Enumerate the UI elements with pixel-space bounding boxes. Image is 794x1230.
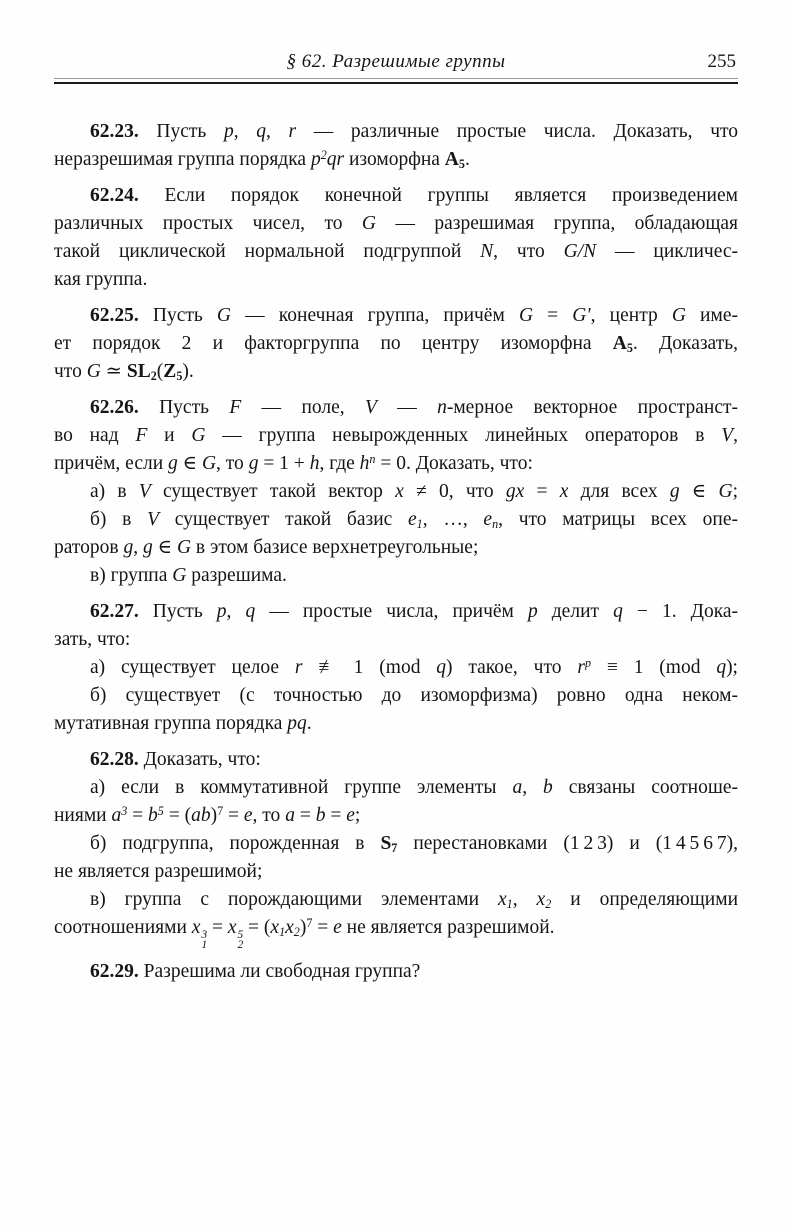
math-span: $p^2$ <box>310 147 327 170</box>
paragraph <box>54 506 738 562</box>
bold-span: $SL_2$ <box>126 361 157 383</box>
paragraph <box>54 654 738 682</box>
text-span: Если порядок конечной группы является произведением <box>138 185 738 206</box>
math-span: G <box>86 361 101 382</box>
text-span: — <box>376 397 438 418</box>
text-span: , …, <box>422 509 484 530</box>
text-line <box>54 830 738 858</box>
math-span: G <box>191 425 206 446</box>
text-line <box>54 146 738 174</box>
math-span: G <box>172 565 187 586</box>
bold-span: $A_5$ <box>444 149 465 171</box>
text-span: = 1 + <box>258 453 310 474</box>
math-span: g <box>669 481 680 502</box>
math-span: q <box>716 657 727 678</box>
text-line <box>54 182 738 210</box>
text-span: , центр <box>590 305 672 326</box>
problem-62-23 <box>54 118 738 174</box>
text-span: — различные простые числа. Доказать, что <box>296 121 739 142</box>
math-span: V <box>721 425 734 446</box>
math-span: p <box>216 601 227 622</box>
header-rule-thick-line <box>54 82 738 84</box>
text-span: ≃ <box>100 361 127 382</box>
bold-span: 62.23. <box>90 121 139 142</box>
supsub-stack: 3 1 <box>201 929 208 951</box>
text-span: зать, что: <box>54 629 131 650</box>
text-span: б) подгруппа, порожденная в <box>90 833 381 854</box>
math-span: q <box>245 601 256 622</box>
text-span: — разрешимая группа, обладающая <box>376 213 738 234</box>
text-span: ∈ <box>152 537 177 558</box>
text-span: соотношениями <box>54 917 192 938</box>
text-line <box>54 302 738 330</box>
text-span: -мерное векторное пространст- <box>446 397 738 418</box>
text-span: и определяющими <box>551 889 739 910</box>
text-span: а) в <box>90 481 139 502</box>
math-span: F <box>135 425 148 446</box>
text-span: перестановками (1 2 3) и (1 4 5 6 7), <box>397 833 738 854</box>
text-span: ≠ 0, что <box>403 481 506 502</box>
math-span: $x_2$ <box>536 889 552 911</box>
text-span: Доказать, что: <box>138 749 261 770</box>
text-span: , то <box>252 805 286 826</box>
text-span: , <box>133 537 143 558</box>
paragraph <box>54 886 738 950</box>
math-span: n <box>437 397 447 418</box>
bold-span: 62.25. <box>90 305 139 326</box>
math-span: g <box>143 537 153 558</box>
text-span: не является разрешимой. <box>341 917 555 938</box>
text-line <box>54 118 738 146</box>
text-span: Пусть <box>138 305 217 326</box>
text-span: = <box>294 805 316 826</box>
text-span: . Доказать, <box>632 333 738 354</box>
text-line <box>54 710 738 738</box>
text-line <box>54 534 738 562</box>
text-span: изоморфна <box>344 149 445 170</box>
paragraph <box>54 958 738 986</box>
text-span: Разрешима ли свободная группа? <box>138 961 421 983</box>
text-span: ≡ 1 (mod <box>590 657 717 678</box>
section-title: § 62. Разрешимые группы <box>286 51 506 72</box>
math-span: p <box>527 601 538 622</box>
text-line <box>54 358 738 386</box>
text-span: ; <box>732 481 738 502</box>
math-span: G <box>718 481 733 502</box>
text-span: ∈ <box>679 481 719 502</box>
text-line <box>54 478 738 506</box>
text-line <box>54 598 738 626</box>
text-span: , <box>522 777 544 798</box>
math-span: a <box>285 805 295 826</box>
problem-62-24 <box>54 182 738 294</box>
text-span: = <box>223 805 244 826</box>
text-span: разрешима. <box>186 565 287 586</box>
text-line <box>54 330 738 358</box>
math-span: G <box>176 537 192 558</box>
math-span: ab <box>191 805 211 826</box>
paragraph <box>54 746 738 774</box>
text-line <box>54 266 738 294</box>
text-span: , где <box>319 453 360 474</box>
text-span: , что матрицы всех опе- <box>498 509 738 530</box>
math-span: $x_1$ <box>498 889 513 911</box>
text-span: , то <box>216 453 249 474</box>
paragraph <box>54 302 738 386</box>
text-line <box>54 682 738 710</box>
math-span: gx <box>505 481 525 502</box>
text-span: ет порядок 2 и факторгруппа по центру изоморфна <box>54 333 613 354</box>
math-span: q <box>256 121 266 142</box>
text-span: — конечная группа, причём <box>231 305 519 326</box>
math-span: q <box>613 601 623 622</box>
math-span: G <box>216 305 232 326</box>
math-span: G <box>518 305 534 326</box>
text-span: во над <box>54 425 136 446</box>
text-span: ) такое, что <box>446 657 578 678</box>
text-line <box>54 774 738 802</box>
text-line <box>54 506 738 534</box>
text-line <box>54 422 738 450</box>
bold-span: 62.29. <box>90 961 139 983</box>
math-span: F <box>229 397 242 418</box>
text-line <box>54 914 738 950</box>
text-span: Пусть <box>138 601 217 622</box>
math-span: $e_n$ <box>483 509 499 531</box>
text-line <box>54 210 738 238</box>
math-span: G <box>361 213 377 234</box>
math-span: $b^5$ <box>148 803 164 826</box>
math-span: b <box>543 777 553 798</box>
text-span: что <box>54 361 87 382</box>
math-span: $x_1$ <box>270 917 286 939</box>
math-span: b <box>315 805 326 826</box>
text-span: — поле, <box>241 397 365 418</box>
text-span: , <box>233 121 257 142</box>
text-span: = <box>127 805 149 826</box>
math-span: q <box>436 657 447 678</box>
bold-span: 62.24. <box>90 185 139 206</box>
text-span: в) группа <box>90 565 173 586</box>
math-span: qr <box>326 149 345 170</box>
text-span: , <box>512 889 537 910</box>
text-span: , что <box>493 241 564 262</box>
math-span: G/N <box>563 241 597 262</box>
math-span: $e_1$ <box>408 509 423 531</box>
bold-span: $A_5$ <box>612 333 633 355</box>
text-span: — простые числа, причём <box>255 601 528 622</box>
math-span: V <box>364 397 377 418</box>
bold-span: 62.28. <box>90 749 139 770</box>
text-line <box>54 858 738 886</box>
text-line <box>54 626 738 654</box>
text-span: = <box>533 305 573 326</box>
text-span: = ( <box>163 805 192 826</box>
header-rule-thin-line <box>54 78 738 79</box>
paragraph <box>54 118 738 174</box>
math-span: $r^p$ <box>577 655 591 678</box>
problem-62-27 <box>54 598 738 738</box>
bold-span: $S_7$ <box>380 833 398 855</box>
text-span: ∈ <box>177 453 202 474</box>
problem-62-26 <box>54 394 738 590</box>
text-span: а) существует целое <box>90 657 295 678</box>
text-span: = <box>312 917 334 938</box>
paragraph <box>54 182 738 294</box>
math-span: g <box>168 453 178 474</box>
text-span: связаны соотноше- <box>552 777 739 798</box>
math-span: pq <box>287 713 307 734</box>
text-span: . <box>306 713 312 734</box>
text-span: ; <box>354 805 361 826</box>
text-span: причём, если <box>54 453 169 474</box>
text-span: б) существует (с точностью до изоморфизма) ровно одна неком- <box>90 685 738 706</box>
math-span: x 5 2 <box>227 917 244 951</box>
text-span: = <box>325 805 347 826</box>
paragraph <box>54 774 738 830</box>
text-span: = <box>207 917 228 938</box>
text-span: в) группа с порождающими элементами <box>90 889 498 910</box>
text-span: б) в <box>90 509 148 530</box>
bold-span: $Z_5$ <box>163 361 183 383</box>
math-span: G <box>671 305 686 326</box>
math-span: e <box>346 805 355 826</box>
text-span: ( <box>156 361 164 382</box>
text-span: существует такой базис <box>158 509 409 530</box>
math-span: G′ <box>572 305 591 326</box>
text-line <box>54 450 738 478</box>
problem-62-28 <box>54 746 738 950</box>
text-span: различных простых чисел, то <box>54 213 362 234</box>
math-span: G <box>201 453 217 474</box>
text-span: ). <box>182 361 194 382</box>
text-span: делит <box>537 601 614 622</box>
math-span: x 3 1 <box>191 917 208 951</box>
math-span: r <box>294 657 303 678</box>
text-span: − 1. Дока- <box>622 601 739 622</box>
paragraph <box>54 394 738 478</box>
text-span: не является разрешимой; <box>54 861 263 882</box>
text-span: име- <box>685 305 738 326</box>
math-span: e <box>243 805 253 826</box>
text-span: Пусть <box>138 397 230 418</box>
math-span: a <box>512 777 523 798</box>
text-line <box>54 802 738 830</box>
paragraph <box>54 598 738 654</box>
text-line <box>54 394 738 422</box>
text-line <box>54 654 738 682</box>
paragraph <box>54 562 738 590</box>
math-span: V <box>147 509 159 530</box>
text-span: = 0. Доказать, что: <box>375 453 533 474</box>
bold-span: 62.27. <box>90 601 139 622</box>
problems <box>54 118 738 986</box>
math-span: x <box>559 481 569 502</box>
math-span: r <box>288 121 297 142</box>
text-span: в этом базисе верхнетреугольные; <box>191 537 479 558</box>
text-span: раторов <box>54 537 124 558</box>
text-span: ); <box>726 657 738 678</box>
paragraph <box>54 830 738 886</box>
page-header <box>54 50 738 74</box>
text-line <box>54 886 738 914</box>
math-span: g <box>123 537 134 558</box>
text-span: , <box>265 121 289 142</box>
text-span: = <box>524 481 560 502</box>
bold-span: 62.26. <box>90 397 139 418</box>
problem-62-25 <box>54 302 738 386</box>
text-span: . <box>464 149 470 170</box>
math-span: e <box>333 917 342 938</box>
text-span: такой циклической нормальной подгруппой <box>54 241 481 262</box>
text-span: неразрешимая группа порядка <box>54 149 311 170</box>
text-span: )$^7$ <box>299 915 313 938</box>
text-span: )$^7$ <box>210 803 224 826</box>
paragraph <box>54 478 738 506</box>
text-span: кая группа. <box>54 269 148 290</box>
text-span: ниями <box>54 805 112 826</box>
text-span: и <box>147 425 192 446</box>
math-span: N <box>480 241 494 262</box>
text-span: ≢ 1 (mod <box>302 657 437 678</box>
paragraph <box>54 682 738 738</box>
text-span: мутативная группа порядка <box>54 713 288 734</box>
math-span: $h^n$ <box>359 451 376 474</box>
text-span: = ( <box>243 917 271 938</box>
text-line <box>54 238 738 266</box>
text-span: а) если в коммутативной группе элементы <box>90 777 513 798</box>
supsub-stack: 5 2 <box>237 929 244 951</box>
text-span: — группа невырожденных линейных операторов в <box>205 425 722 446</box>
text-span: , <box>226 601 246 622</box>
math-span: g <box>248 453 259 474</box>
text-span: — цикличес- <box>596 241 738 262</box>
math-span: $x_2$ <box>285 917 300 939</box>
text-line <box>54 562 738 590</box>
math-span: $a^3$ <box>111 803 128 826</box>
math-span: V <box>138 481 151 502</box>
math-span: x <box>395 481 404 502</box>
page-number: 255 <box>707 51 736 72</box>
text-span: Пусть <box>138 121 224 142</box>
problem-62-29 <box>54 958 738 986</box>
text-line <box>54 746 738 774</box>
text-span: существует такой вектор <box>150 481 396 502</box>
text-span: для всех <box>568 481 670 502</box>
text-line <box>54 958 738 986</box>
math-span: p <box>223 121 234 142</box>
math-span: h <box>309 453 320 474</box>
text-span: , <box>733 425 738 446</box>
header-rule <box>54 78 738 84</box>
